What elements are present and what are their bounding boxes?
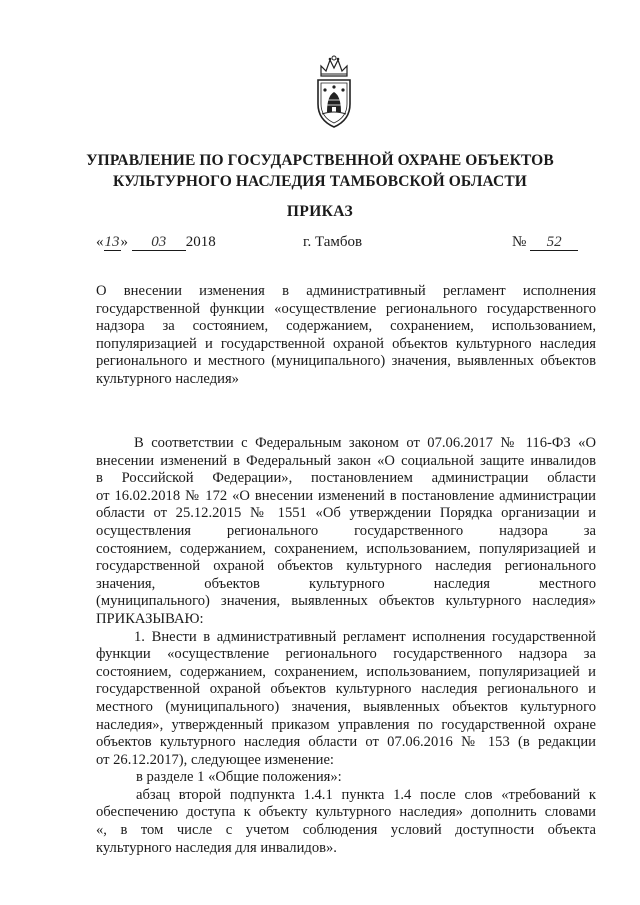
date-quote-open: « (96, 234, 104, 250)
body-line: государственной охраной объектов культурного наследия регионального (96, 558, 596, 575)
body-line: (муниципального) значения, выявленных объектов культурного наследия» (96, 593, 596, 610)
body-line: в разделе 1 «Общие положения»: (136, 769, 342, 786)
body-line: от 16.02.2018 № 172 «О внесении изменений в постановление администрации (96, 487, 596, 504)
body-line: В соответствии с Федеральным законом от 07.06.2017 № 116-ФЗ «О (134, 435, 596, 451)
title-line: популяризацией и государственной охраной объектов культурного наследия (96, 335, 596, 352)
order-body (96, 435, 596, 857)
title-line: О внесении изменения в административный регламент исполнения (96, 283, 596, 299)
organization-line: УПРАВЛЕНИЕ ПО ГОСУДАРСТВЕННОЙ ОХРАНЕ ОБЪЕКТОВ (86, 152, 554, 169)
title-line: надзора за состоянием, содержанием, сохранением, использованием, (96, 318, 596, 335)
body-line: ПРИКАЗЫВАЮ: (96, 610, 204, 627)
body-line: объектов культурного наследия области от 07.06.2016 № 153 (в редакции (96, 734, 596, 751)
body-line: 1. Внести в административный регламент исполнения государственной (134, 628, 596, 645)
number-value: 52 (530, 234, 578, 251)
body-line: состоянием, содержанием, сохранением, использованием, популяризацией и (96, 540, 596, 557)
date-day: 13 (104, 234, 120, 250)
title-line: культурного наследия» (96, 370, 239, 387)
order-city: г. Тамбов (303, 234, 363, 250)
order-date (96, 232, 216, 252)
body-line: государственной охраной объектов культурного наследия регионального и (96, 681, 596, 698)
organization-line: КУЛЬТУРНОГО НАСЛЕДИЯ ТАМБОВСКОЙ ОБЛАСТИ (113, 173, 527, 190)
body-line: функции «осуществление регионального государственного надзора за (96, 646, 596, 663)
title-line: государственной функции «осуществление регионального государственного (96, 300, 596, 317)
order-title (96, 283, 596, 389)
body-line: обеспечению доступа к объекту культурного наследия» дополнить словами (96, 804, 596, 821)
document-type: ПРИКАЗ (286, 203, 354, 220)
body-line: культурного наследия для инвалидов». (96, 839, 337, 856)
date-month: 03 (132, 234, 186, 251)
body-line: «, в том числе с учетом соблюдения условий доступности объекта (96, 822, 596, 839)
date-year: 2018 (185, 234, 216, 250)
number-label: № (512, 234, 527, 250)
organization-name (60, 150, 580, 192)
date-quote-close: » (120, 234, 128, 250)
body-line: местного (муниципального) значения, выявленных объектов культурного (96, 698, 596, 715)
body-line: от 26.12.2017), следующее изменение: (96, 751, 334, 768)
body-line: наследия», утвержденный приказом управления по государственной охране (96, 716, 596, 733)
body-line: в Российской Федерации», постановлением администрации области (96, 470, 596, 487)
body-line: осуществления регионального государственного надзора за (96, 522, 596, 539)
body-line: состоянием, содержанием, сохранением, использованием, популяризацией и (96, 663, 596, 680)
order-number (512, 232, 578, 252)
body-line: области от 25.12.2015 № 1551 «Об утверждении Порядка организации и (96, 505, 596, 522)
title-line: регионального и местного (муниципального) значения, выявленных объектов (96, 353, 596, 370)
body-line: значения, объектов культурного наследия местного (96, 575, 596, 592)
body-line: абзац второй подпункта 1.4.1 пункта 1.4 после слов «требований к (136, 786, 596, 803)
body-line: внесении изменений в Федеральный закон «О социальной защите инвалидов (96, 452, 596, 469)
tambov-coat-of-arms-icon (312, 52, 356, 130)
